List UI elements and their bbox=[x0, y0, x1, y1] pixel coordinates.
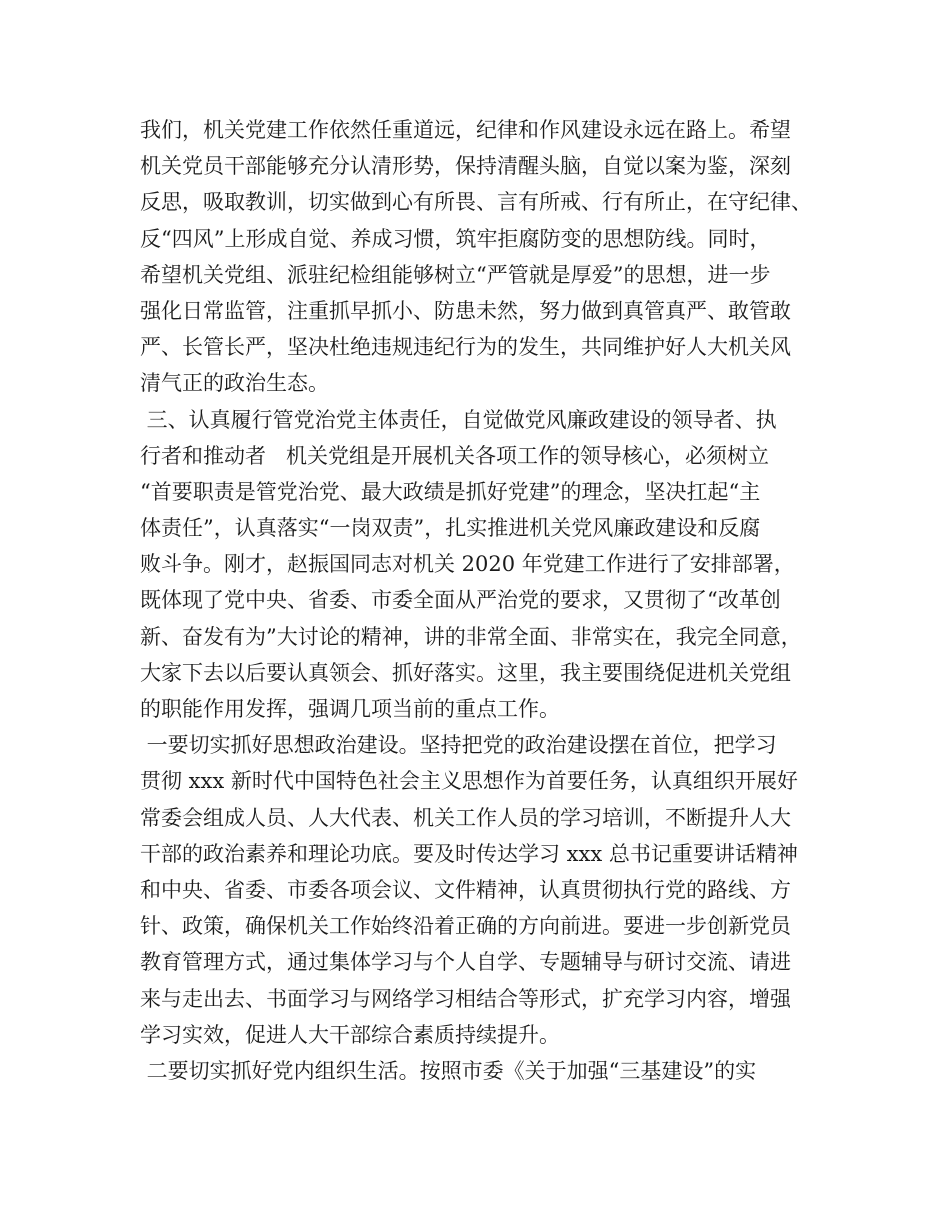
text-line: 我们，机关党建工作依然任重道远，纪律和作风建设永远在路上。希望 bbox=[140, 118, 791, 142]
text-line: “首要职责是管党治党、最大政绩是抓好党建”的理念，坚决扛起“主 bbox=[140, 479, 761, 504]
text-line: 行者和推动者 机关党组是开展机关各项工作的领导核心，必须树立 bbox=[140, 443, 770, 468]
text-line: 一要切实抓好思想政治建设。坚持把党的政治建设摆在首位，把学习 bbox=[140, 733, 777, 758]
text-line: 体责任”，认真落实“一岗双责”，扎实推进机关党风廉政建设和反腐 bbox=[140, 516, 761, 541]
text-line: 教育管理方式，通过集体学习与个人自学、专题辅导与研讨交流、请进 bbox=[140, 950, 791, 975]
text-line: 反思，吸取教训，切实做到心有所畏、言有所戒、行有所止，在守纪律、 bbox=[140, 190, 812, 215]
text-line: 学习实效，促进人大干部综合素质持续提升。 bbox=[140, 1022, 560, 1047]
text-line: 针、政策，确保机关工作始终沿着正确的方向前进。要进一步创新党员 bbox=[140, 914, 791, 939]
text-line: 干部的政治素养和理论功底。要及时传达学习 xxx 总书记重要讲话精神 bbox=[140, 841, 798, 866]
text-line: 严、长管长严，坚决杜绝违规违纪行为的发生，共同维护好人大机关风 bbox=[140, 335, 791, 360]
text-line: 常委会组成人员、人大代表、机关工作人员的学习培训，不断提升人大 bbox=[140, 805, 791, 830]
text-line: 败斗争。刚才，赵振国同志对机关 2020 年党建工作进行了安排部署， bbox=[140, 552, 795, 577]
text-line: 希望机关党组、派驻纪检组能够树立“严管就是厚爱”的思想，进一步 bbox=[140, 262, 771, 287]
text-line: 二要切实抓好党内组织生活。按照市委《关于加强“三基建设”的实 bbox=[140, 1058, 757, 1083]
text-line: 大家下去以后要认真领会、抓好落实。这里，我主要围绕促进机关党组 bbox=[140, 660, 791, 685]
text-line: 清气正的政治生态。 bbox=[140, 371, 329, 396]
text-line: 既体现了党中央、省委、市委全面从严治党的要求，又贯彻了“改革创 bbox=[140, 588, 781, 613]
text-line: 反“四风”上形成自觉、养成习惯，筑牢拒腐防变的思想防线。同时， bbox=[140, 226, 771, 251]
text-line: 贯彻 xxx 新时代中国特色社会主义思想作为首要任务，认真组织开展好 bbox=[140, 769, 798, 794]
text-line: 新、奋发有为”大讨论的精神，讲的非常全面、非常实在，我完全同意， bbox=[140, 624, 802, 649]
text-line: 的职能作用发挥，强调几项当前的重点工作。 bbox=[140, 697, 560, 721]
text-line: 机关党员干部能够充分认清形势，保持清醒头脑，自觉以案为鉴，深刻 bbox=[140, 154, 791, 179]
text-line: 和中央、省委、市委各项会议、文件精神，认真贯彻执行党的路线、方 bbox=[140, 877, 791, 902]
text-line: 来与走出去、书面学习与网络学习相结合等形式，扩充学习内容，增强 bbox=[140, 986, 791, 1011]
text-line: 强化日常监管，注重抓早抓小、防患未然，努力做到真管真严、敢管敢 bbox=[140, 298, 791, 323]
document-body bbox=[140, 112, 840, 1089]
section-heading-line: 三、认真履行管党治党主体责任，自觉做党风廉政建设的领导者、执 bbox=[140, 407, 777, 432]
